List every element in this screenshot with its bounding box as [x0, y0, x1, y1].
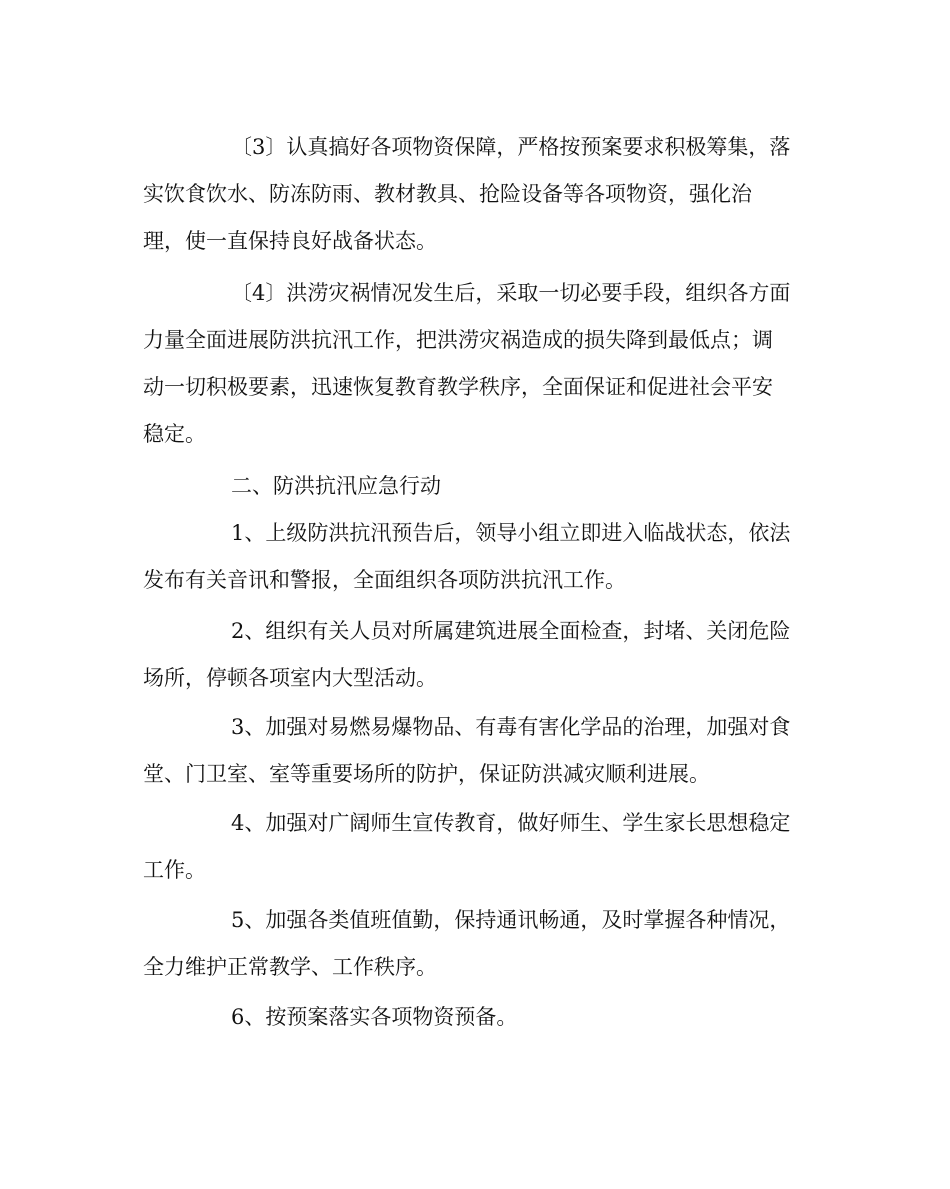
text-line: 稳定。 — [143, 422, 206, 446]
text-line: 堂、门卫室、室等重要场所的防护，保证防洪减灾顺利进展。 — [143, 762, 710, 786]
text-line: 2、组织有关人员对所属建筑进展全面检查，封堵、关闭危险 — [231, 619, 791, 643]
text-line: 场所，停顿各项室内大型活动。 — [143, 666, 437, 690]
text-line: 6、按预案落实各项物资预备。 — [231, 1005, 518, 1029]
text-line: 3、加强对易燃易爆物品、有毒有害化学品的治理，加强对食 — [231, 715, 791, 739]
text-line: 工作。 — [143, 858, 206, 882]
text-line: 力量全面进展防洪抗汛工作，把洪涝灾祸造成的损失降到最低点；调 — [143, 328, 773, 352]
text-line: 〔3〕认真搞好各项物资保障，严格按预案要求积极筹集，落 — [231, 135, 791, 159]
paragraph-action-5 — [143, 897, 807, 991]
text-line: 实饮食饮水、防冻防雨、教材教具、抢险设备等各项物资，强化治 — [143, 182, 752, 206]
text-line: 发布有关音讯和警报，全面组织各项防洪抗汛工作。 — [143, 568, 626, 592]
text-line: 5、加强各类值班值勤，保持通讯畅通，及时掌握各种情况， — [231, 908, 791, 932]
text-line: 4、加强对广阔师生宣传教育，做好师生、学生家长思想稳定 — [231, 811, 791, 835]
paragraph-action-4 — [143, 800, 807, 894]
paragraph-action-1 — [143, 510, 807, 604]
section-heading-text: 二、防洪抗汛应急行动 — [231, 474, 441, 498]
paragraph-action-3 — [143, 704, 807, 798]
paragraph-action-6 — [143, 994, 807, 1041]
paragraph-item-3 — [143, 124, 807, 265]
text-line: 动一切积极要素，迅速恢复教育教学秩序，全面保证和促进社会平安 — [143, 375, 773, 399]
text-line: 〔4〕洪涝灾祸情况发生后，采取一切必要手段，组织各方面 — [231, 281, 791, 305]
section-heading — [143, 463, 807, 510]
text-line: 全力维护正常教学、工作秩序。 — [143, 955, 437, 979]
text-line: 理，使一直保持良好战备状态。 — [143, 229, 437, 253]
text-line: 1、上级防洪抗汛预告后，领导小组立即进入临战状态，依法 — [231, 521, 791, 545]
paragraph-item-4 — [143, 270, 807, 458]
paragraph-action-2 — [143, 608, 807, 702]
